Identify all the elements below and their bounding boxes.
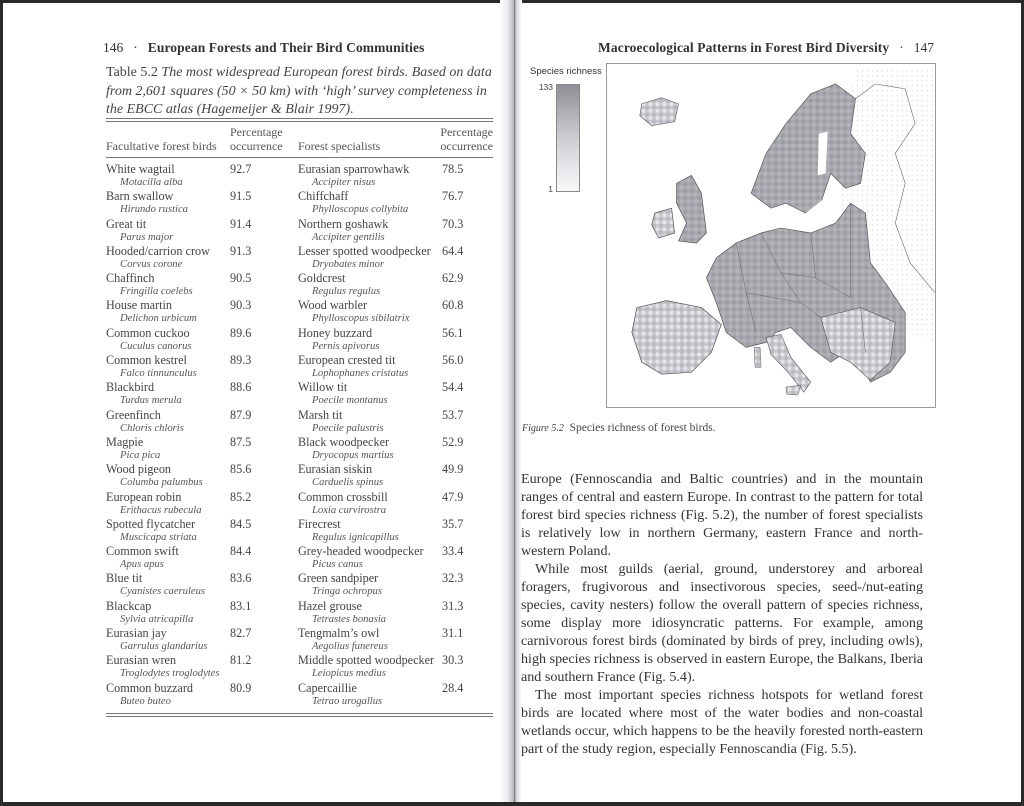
- separator-dot: ·: [899, 40, 904, 55]
- specialist-percentage: 32.3: [442, 571, 464, 586]
- header-facultative: Facultative forest birds: [106, 139, 217, 153]
- facultative-species: [106, 190, 224, 216]
- table-row: [106, 381, 493, 408]
- common-name: Spotted flycatcher: [106, 516, 196, 531]
- table-header: [106, 124, 493, 156]
- table-label: Table 5.2: [106, 65, 158, 80]
- facultative-species: [106, 682, 224, 708]
- common-name: Common swift: [106, 544, 179, 559]
- facultative-species: [106, 163, 224, 189]
- scientific-name: Cuculus canorus: [120, 340, 192, 352]
- common-name: Marsh tit: [298, 407, 343, 422]
- separator-dot: ·: [133, 40, 138, 55]
- specialist-species: [298, 163, 446, 189]
- common-name: Eurasian siskin: [298, 462, 373, 477]
- header-percentage-2-line1: Percentage: [440, 125, 493, 139]
- scientific-name: Dryobates minor: [312, 258, 385, 270]
- scientific-name: Falco tinnunculus: [120, 368, 197, 380]
- facultative-percentage: 90.3: [230, 298, 252, 313]
- specialist-percentage: 56.1: [442, 325, 464, 340]
- common-name: European robin: [106, 489, 182, 504]
- facultative-percentage: 83.6: [230, 571, 252, 586]
- facultative-species: [106, 491, 224, 517]
- facultative-percentage: 87.5: [230, 434, 252, 449]
- header-percentage-1-line2: occurrence: [230, 139, 283, 153]
- table-row: [106, 409, 493, 436]
- facultative-species: [106, 327, 224, 353]
- common-name: Great tit: [106, 216, 147, 231]
- scientific-name: Poecile palustris: [312, 422, 384, 434]
- specialist-percentage: 62.9: [442, 271, 464, 286]
- common-name: Wood warbler: [298, 298, 368, 313]
- scientific-name: Delichon urbicum: [120, 313, 197, 325]
- scientific-name: Fringilla coelebs: [120, 286, 193, 298]
- facultative-percentage: 85.6: [230, 462, 252, 477]
- specialist-percentage: 49.9: [442, 462, 464, 477]
- facultative-percentage: 91.3: [230, 243, 252, 258]
- figure-caption-text: Species richness of forest birds.: [569, 422, 716, 434]
- common-name: Common buzzard: [106, 680, 193, 695]
- table-row: [106, 163, 493, 190]
- paragraph-3: The most important species richness hotspots for wetland forest birds are located where most of the water bodies and non-coastal wetlands occur, which happens to be the heavily forested north-eastern part of the study region, especially Fennoscandia (Fig. 5.5).: [521, 687, 923, 757]
- table-row: [106, 627, 493, 654]
- facultative-species: [106, 409, 224, 435]
- scientific-name: Sylvia atricapilla: [120, 613, 194, 625]
- scientific-name: Chloris chloris: [120, 422, 184, 434]
- scientific-name: Parus major: [120, 231, 174, 243]
- table-row: [106, 272, 493, 299]
- facultative-percentage: 81.2: [230, 653, 252, 668]
- specialist-percentage: 76.7: [442, 189, 464, 204]
- specialist-species: [298, 600, 446, 626]
- specialist-species: [298, 654, 446, 680]
- common-name: Hazel grouse: [298, 598, 362, 613]
- body-text: [521, 470, 923, 758]
- scientific-name: Hirundo rustica: [120, 204, 188, 216]
- table-row: [106, 682, 493, 709]
- scientific-name: Aegolius funereus: [312, 641, 388, 653]
- scientific-name: Muscicapa striata: [120, 531, 197, 543]
- scientific-name: Motacilla alba: [120, 177, 183, 188]
- common-name: Hooded/carrion crow: [106, 243, 210, 258]
- figure-label: Figure 5.2: [522, 423, 564, 434]
- header-percentage-1-line1: Percentage: [230, 125, 283, 139]
- common-name: Lesser spotted woodpecker: [298, 243, 431, 258]
- table-top-rule: [106, 118, 493, 122]
- specialist-species: [298, 354, 446, 380]
- facultative-percentage: 89.6: [230, 325, 252, 340]
- common-name: Blackbird: [106, 380, 155, 395]
- scientific-name: Apus apus: [120, 559, 164, 571]
- specialist-species: [298, 572, 446, 598]
- header-percentage-1: [230, 125, 300, 153]
- scientific-name: Pernis apivorus: [312, 340, 380, 352]
- book-gutter: [500, 0, 522, 802]
- common-name: European crested tit: [298, 353, 396, 368]
- facultative-species: [106, 463, 224, 489]
- common-name: Tengmalm’s owl: [298, 626, 380, 641]
- scientific-name: Accipiter gentilis: [312, 231, 385, 243]
- scientific-name: Regulus ignicapillus: [312, 531, 399, 543]
- paragraph-2: While most guilds (aerial, ground, understorey and arboreal foragers, frugivorous and insectivorous species, seed-/nut-eating species, cavity nesters) follow the overall pattern of species richness, some display more idiosyncratic patterns. For example, among carnivorous forest birds (dominated by birds of prey, including owls), high species richness is observed in eastern Europe, the Balkans, Iberia and southern France (Fig. 5.4).: [521, 561, 923, 685]
- scientific-name: Troglodytes troglodytes: [120, 668, 220, 680]
- specialist-percentage: 33.4: [442, 544, 464, 559]
- specialist-percentage: 60.8: [442, 298, 464, 313]
- common-name: Willow tit: [298, 380, 348, 395]
- specialist-species: [298, 381, 446, 407]
- specialist-species: [298, 491, 446, 517]
- specialist-species: [298, 627, 446, 653]
- common-name: Northern goshawk: [298, 216, 389, 231]
- scientific-name: Leiopicus medius: [312, 668, 386, 680]
- specialist-species: [298, 218, 446, 244]
- specialist-percentage: 70.3: [442, 216, 464, 231]
- common-name: Common cuckoo: [106, 325, 190, 340]
- facultative-percentage: 87.9: [230, 407, 252, 422]
- specialist-percentage: 35.7: [442, 516, 464, 531]
- europe-species-richness-map: [606, 63, 936, 408]
- common-name: Eurasian jay: [106, 626, 167, 641]
- common-name: Wood pigeon: [106, 462, 172, 477]
- scientific-name: Accipiter nisus: [312, 177, 376, 188]
- running-head-right: [598, 40, 934, 56]
- facultative-species: [106, 518, 224, 544]
- scientific-name: Tetrao urogallus: [312, 695, 383, 707]
- scientific-name: Erithacus rubecula: [120, 504, 202, 516]
- scientific-name: Lophophanes cristatus: [312, 368, 409, 380]
- scientific-name: Corvus corone: [120, 258, 183, 270]
- table-row: [106, 545, 493, 572]
- specialist-percentage: 31.3: [442, 598, 464, 613]
- specialist-percentage: 28.4: [442, 680, 464, 695]
- facultative-percentage: 85.2: [230, 489, 252, 504]
- facultative-percentage: 84.4: [230, 544, 252, 559]
- facultative-species: [106, 381, 224, 407]
- common-name: Chaffinch: [106, 271, 155, 286]
- table-row: [106, 463, 493, 490]
- facultative-species: [106, 545, 224, 571]
- specialist-percentage: 52.9: [442, 434, 464, 449]
- specialist-percentage: 54.4: [442, 380, 464, 395]
- running-head-left: [103, 40, 424, 56]
- facultative-percentage: 84.5: [230, 516, 252, 531]
- common-name: Capercaillie: [298, 680, 357, 695]
- scientific-name: Turdus merula: [120, 395, 182, 407]
- specialist-percentage: 47.9: [442, 489, 464, 504]
- common-name: White wagtail: [106, 162, 175, 176]
- facultative-species: [106, 627, 224, 653]
- common-name: Greenfinch: [106, 407, 161, 422]
- facultative-species: [106, 600, 224, 626]
- legend-color-scale: [556, 84, 580, 192]
- page-number: 146: [103, 40, 124, 55]
- specialist-species: [298, 245, 446, 271]
- table-row: [106, 518, 493, 545]
- facultative-percentage: 82.7: [230, 626, 252, 641]
- specialist-species: [298, 272, 446, 298]
- facultative-percentage: 89.3: [230, 353, 252, 368]
- running-head-title: Macroecological Patterns in Forest Bird Diversity: [598, 40, 890, 55]
- common-name: Green sandpiper: [298, 571, 379, 586]
- common-name: Honey buzzard: [298, 325, 373, 340]
- header-specialists: Forest specialists: [298, 139, 381, 153]
- facultative-percentage: 90.5: [230, 271, 252, 286]
- common-name: Common crossbill: [298, 489, 388, 504]
- facultative-species: [106, 245, 224, 271]
- specialist-percentage: 30.3: [442, 653, 464, 668]
- facultative-percentage: 80.9: [230, 680, 252, 695]
- scientific-name: Carduelis spinus: [312, 477, 384, 489]
- table-bottom-rule: [106, 713, 493, 717]
- specialist-percentage: 56.0: [442, 353, 464, 368]
- facultative-species: [106, 272, 224, 298]
- specialist-species: [298, 436, 446, 462]
- common-name: Chiffchaff: [298, 189, 349, 204]
- map-graphic: [607, 64, 935, 407]
- scientific-name: Dryocopus martius: [312, 449, 394, 461]
- table-caption: [106, 64, 496, 120]
- page-number: 147: [913, 40, 934, 55]
- table-row: [106, 245, 493, 272]
- table-row: [106, 354, 493, 381]
- scientific-name: Poecile montanus: [312, 395, 388, 407]
- specialist-species: [298, 545, 446, 571]
- facultative-species: [106, 354, 224, 380]
- table-row: [106, 436, 493, 463]
- facultative-percentage: 88.6: [230, 380, 252, 395]
- figure-caption: [522, 422, 716, 434]
- scientific-name: Loxia curvirostra: [312, 504, 387, 516]
- common-name: Firecrest: [298, 516, 341, 531]
- legend-max-value: 133: [538, 82, 553, 92]
- common-name: House martin: [106, 298, 173, 313]
- specialist-percentage: 53.7: [442, 407, 464, 422]
- facultative-species: [106, 299, 224, 325]
- scientific-name: Buteo buteo: [120, 695, 171, 707]
- header-percentage-2-line2: occurrence: [440, 139, 493, 153]
- table-row: [106, 491, 493, 518]
- common-name: Eurasian sparrowhawk: [298, 162, 410, 176]
- scientific-name: Tetrastes bonasia: [312, 613, 387, 625]
- facultative-species: [106, 654, 224, 680]
- common-name: Blue tit: [106, 571, 143, 586]
- common-name: Common kestrel: [106, 353, 187, 368]
- facultative-species: [106, 572, 224, 598]
- facultative-species: [106, 218, 224, 244]
- common-name: Magpie: [106, 434, 144, 449]
- specialist-species: [298, 327, 446, 353]
- scientific-name: Columba palumbus: [120, 477, 203, 489]
- common-name: Grey-headed woodpecker: [298, 544, 424, 559]
- common-name: Barn swallow: [106, 189, 174, 204]
- legend-min-value: 1: [548, 184, 553, 194]
- table-row: [106, 654, 493, 681]
- common-name: Eurasian wren: [106, 653, 177, 668]
- table-header-rule: [106, 157, 493, 158]
- specialist-percentage: 64.4: [442, 243, 464, 258]
- specialist-species: [298, 409, 446, 435]
- specialist-species: [298, 190, 446, 216]
- facultative-species: [106, 436, 224, 462]
- specialist-species: [298, 518, 446, 544]
- specialist-species: [298, 463, 446, 489]
- table-row: [106, 327, 493, 354]
- table-caption-text: The most widespread European forest birds. Based on data from 2,601 squares (50 × 50 km) with ‘high’ survey completeness in the EBCC atlas (Hagemeijer & Blair 1997).: [106, 65, 492, 117]
- table-row: [106, 218, 493, 245]
- table-row: [106, 190, 493, 217]
- facultative-percentage: 92.7: [230, 162, 252, 176]
- scientific-name: Phylloscopus sibilatrix: [312, 313, 410, 325]
- header-percentage-2: [440, 125, 493, 153]
- facultative-percentage: 83.1: [230, 598, 252, 613]
- scientific-name: Phylloscopus collybita: [312, 204, 409, 216]
- running-head-title: European Forests and Their Bird Communities: [147, 40, 425, 55]
- common-name: Middle spotted woodpecker: [298, 653, 435, 668]
- table-body: [106, 163, 493, 709]
- table-row: [106, 572, 493, 599]
- scientific-name: Cyanistes caeruleus: [120, 586, 206, 598]
- table-row: [106, 299, 493, 326]
- paragraph-1: Europe (Fennoscandia and Baltic countries) and in the mountain ranges of central and eastern Europe. In contrast to the pattern for total forest bird species richness (Fig. 5.2), the number of forest specialists is relatively low in northern Germany, eastern France and north-western Poland.: [521, 471, 923, 559]
- facultative-percentage: 91.5: [230, 189, 252, 204]
- specialist-species: [298, 682, 446, 708]
- scientific-name: Garrulus glandarius: [120, 641, 208, 653]
- table-row: [106, 600, 493, 627]
- specialist-species: [298, 299, 446, 325]
- specialist-percentage: 78.5: [442, 162, 464, 176]
- common-name: Black woodpecker: [298, 434, 390, 449]
- scientific-name: Regulus regulus: [312, 286, 381, 298]
- facultative-percentage: 91.4: [230, 216, 252, 231]
- scientific-name: Tringa ochropus: [312, 586, 382, 598]
- common-name: Goldcrest: [298, 271, 346, 286]
- legend-title: Species richness: [530, 66, 602, 77]
- scientific-name: Picus canus: [312, 559, 363, 571]
- scientific-name: Pica pica: [120, 449, 161, 461]
- specialist-percentage: 31.1: [442, 626, 464, 641]
- common-name: Blackcap: [106, 598, 152, 613]
